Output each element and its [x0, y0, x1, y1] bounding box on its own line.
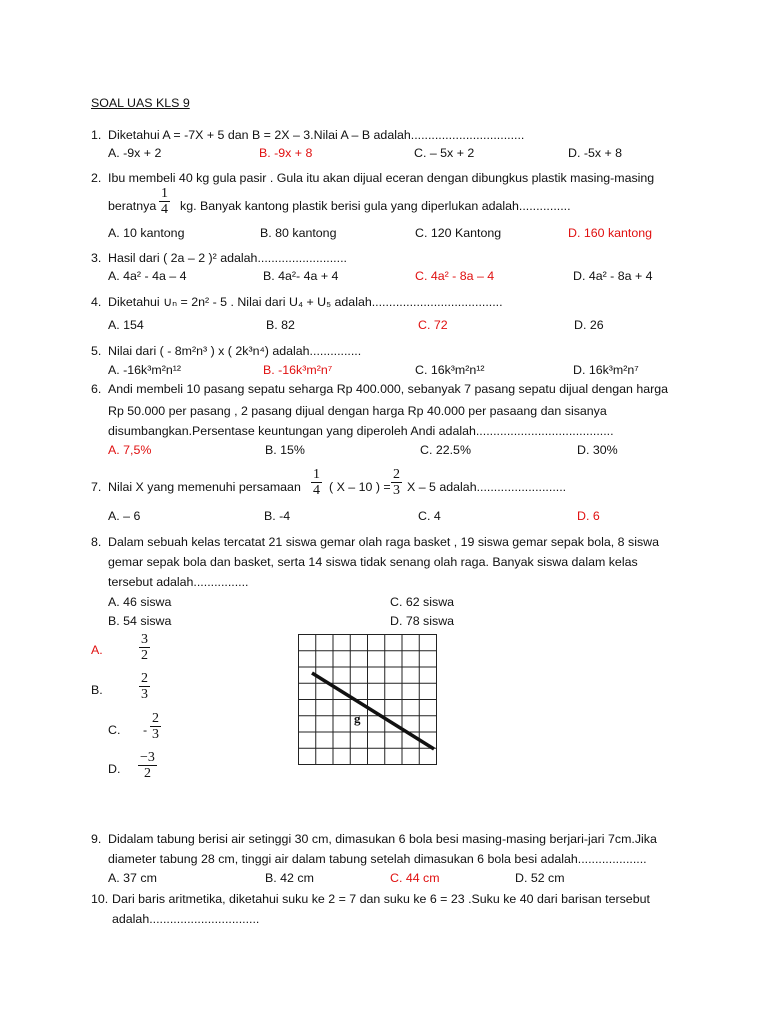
- q9-option-c: C. 44 cm: [390, 871, 440, 885]
- q1-option-c: C. – 5x + 2: [414, 146, 475, 160]
- q8-text-line3: tersebut adalah................: [108, 575, 249, 589]
- q4-option-b: B. 82: [266, 318, 295, 332]
- q2-text-line1: Ibu membeli 40 kg gula pasir . Gula itu akan dijual eceran dengan dibungkus plastik masing-masing: [108, 171, 655, 185]
- q6-text-line2: Rp 50.000 per pasang , 2 pasang dijual dengan harga Rp 40.000 per pasaang dan sisanya: [108, 404, 607, 418]
- q8-option-c: C. 62 siswa: [390, 595, 455, 609]
- q9-number: 9.: [91, 832, 102, 846]
- gradient-grid-diagram: [298, 634, 438, 766]
- q4-text: Diketahui ∪ₙ = 2n² - 5 . Nilai dari U₄ + U₅ adalah......................................: [108, 295, 503, 309]
- q1-text: Diketahui A = -7X + 5 dan B = 2X – 3.Nilai A – B adalah.................................: [108, 128, 525, 142]
- q6-option-c: C. 22.5%: [420, 443, 471, 457]
- q7-fraction-1-denominator: 4: [313, 483, 320, 498]
- gradient-option-d-numerator: −3: [140, 750, 155, 765]
- q3-option-a: A. 4a² - 4a – 4: [108, 269, 187, 283]
- q7-fraction-1-numerator: 1: [313, 467, 320, 482]
- q7-option-b: B. -4: [264, 509, 291, 523]
- q2-fraction-denominator: 4: [161, 202, 168, 217]
- q9-text-line1: Didalam tabung berisi air setinggi 30 cm, dimasukan 6 bola besi masing-masing berjari-jari 7cm.Jika: [108, 832, 657, 846]
- gradient-option-b-label: B.: [91, 683, 103, 697]
- q4-option-d: D. 26: [574, 318, 604, 332]
- q7-fraction-2-numerator: 2: [393, 467, 400, 482]
- q4-option-c: C. 72: [418, 318, 448, 332]
- q10-text-line1: Dari baris aritmetika, diketahui suku ke 2 = 7 dan suku ke 6 = 23 .Suku ke 40 dari barisan tersebut: [112, 892, 650, 906]
- q2-fraction-numerator: 1: [161, 186, 168, 201]
- q3-text: Hasil dari ( 2a – 2 )² adalah..........................: [108, 251, 347, 265]
- gradient-option-b-denominator: 3: [141, 687, 148, 702]
- q7-option-d: D. 6: [577, 509, 600, 523]
- gradient-option-a-label: A.: [91, 643, 103, 657]
- q7-text-part1: Nilai X yang memenuhi persamaan: [108, 480, 301, 494]
- gradient-option-a-fraction: [139, 632, 150, 663]
- q2-option-b: B. 80 kantong: [260, 226, 337, 240]
- gradient-option-a-denominator: 2: [141, 648, 148, 663]
- q5-text: Nilai dari ( - 8m²n³ ) x ( 2k³n⁴) adalah...............: [108, 344, 362, 358]
- q1-option-d: D. -5x + 8: [568, 146, 623, 160]
- line-g: [312, 673, 434, 749]
- gradient-option-d-fraction: [138, 750, 157, 781]
- q5-option-a: A. -16k³m²n¹²: [108, 363, 181, 377]
- gradient-option-c-fraction: [150, 711, 161, 742]
- q4-number: 4.: [91, 295, 102, 309]
- gradient-option-d-label: D.: [108, 762, 121, 776]
- q8-text-line1: Dalam sebuah kelas tercatat 21 siswa gemar olah raga basket , 19 siswa gemar sepak bola, 8 siswa: [108, 535, 659, 549]
- page-title: SOAL UAS KLS 9: [91, 96, 190, 110]
- q7-text-part2: ( X – 10 ) =: [329, 480, 391, 494]
- q10-text-line2: adalah................................: [112, 912, 260, 926]
- q2-option-a: A. 10 kantong: [108, 226, 185, 240]
- line-g-label: g: [354, 711, 361, 726]
- q5-option-d: D. 16k³m²n⁷: [573, 363, 639, 377]
- gradient-option-c-denominator: 3: [152, 727, 159, 742]
- q2-number: 2.: [91, 171, 102, 185]
- q5-option-c: C. 16k³m²n¹²: [415, 363, 485, 377]
- q9-option-d: D. 52 cm: [515, 871, 565, 885]
- q8-text-line2: gemar sepak bola dan basket, serta 14 siswa tidak senang olah raga. Banyak siswa dalam kelas: [108, 555, 638, 569]
- q6-option-d: D. 30%: [577, 443, 618, 457]
- gradient-option-b-numerator: 2: [141, 671, 148, 686]
- q8-option-d: D. 78 siswa: [390, 614, 455, 628]
- q9-option-b: B. 42 cm: [265, 871, 314, 885]
- q10-number: 10.: [91, 892, 109, 906]
- q1-number: 1.: [91, 128, 102, 142]
- q5-number: 5.: [91, 344, 102, 358]
- q9-text-line2: diameter tabung 28 cm, tinggi air dalam tabung setelah dimasukan 6 bola besi adalah....................: [108, 852, 647, 866]
- q2-option-d: D. 160 kantong: [568, 226, 653, 240]
- gradient-option-c-numerator: 2: [152, 711, 159, 726]
- q6-option-b: B. 15%: [265, 443, 305, 457]
- q3-option-d: D. 4a² - 8a + 4: [573, 269, 653, 283]
- q7-text-part3: X – 5 adalah..........................: [407, 480, 567, 494]
- q7-fraction-2-denominator: 3: [393, 483, 400, 498]
- q3-option-c: C. 4a² - 8a – 4: [415, 269, 495, 283]
- q6-text-line1: Andi membeli 10 pasang sepatu seharga Rp 400.000, sebanyak 7 pasang sepatu dijual dengan harga: [108, 382, 669, 396]
- gradient-option-c-label: C.: [108, 723, 121, 737]
- q4-option-a: A. 154: [108, 318, 144, 332]
- grid-lines: [298, 634, 437, 765]
- q3-option-b: B. 4a²- 4a + 4: [263, 269, 339, 283]
- gradient-option-a-numerator: 3: [141, 632, 148, 647]
- q6-number: 6.: [91, 382, 102, 396]
- q7-option-c: C. 4: [418, 509, 441, 523]
- q7-number: 7.: [91, 480, 102, 494]
- q8-option-b: B. 54 siswa: [108, 614, 172, 628]
- q2-text-line2a: beratnya: [108, 199, 157, 213]
- q2-option-c: C. 120 Kantong: [415, 226, 502, 240]
- q7-fraction-1: [311, 467, 322, 498]
- q6-text-line3: disumbangkan.Persentase keuntungan yang diperoleh Andi adalah........................................: [108, 424, 614, 438]
- gradient-option-b-fraction: [139, 671, 150, 702]
- q7-option-a: A. – 6: [108, 509, 141, 523]
- q1-option-b: B. -9x + 8: [259, 146, 313, 160]
- q9-option-a: A. 37 cm: [108, 871, 157, 885]
- q5-option-b: B. -16k³m²n⁷: [263, 363, 333, 377]
- q3-number: 3.: [91, 251, 102, 265]
- q2-fraction: [159, 186, 170, 217]
- q8-number: 8.: [91, 535, 102, 549]
- gradient-option-c-sign: -: [143, 723, 148, 737]
- gradient-option-d-denominator: 2: [143, 766, 151, 781]
- q1-option-a: A. -9x + 2: [108, 146, 162, 160]
- q6-option-a: A. 7,5%: [108, 443, 152, 457]
- q8-option-a: A. 46 siswa: [108, 595, 172, 609]
- q2-text-line2b: kg. Banyak kantong plastik berisi gula yang diperlukan adalah...............: [180, 199, 571, 213]
- q7-fraction-2: [391, 467, 402, 498]
